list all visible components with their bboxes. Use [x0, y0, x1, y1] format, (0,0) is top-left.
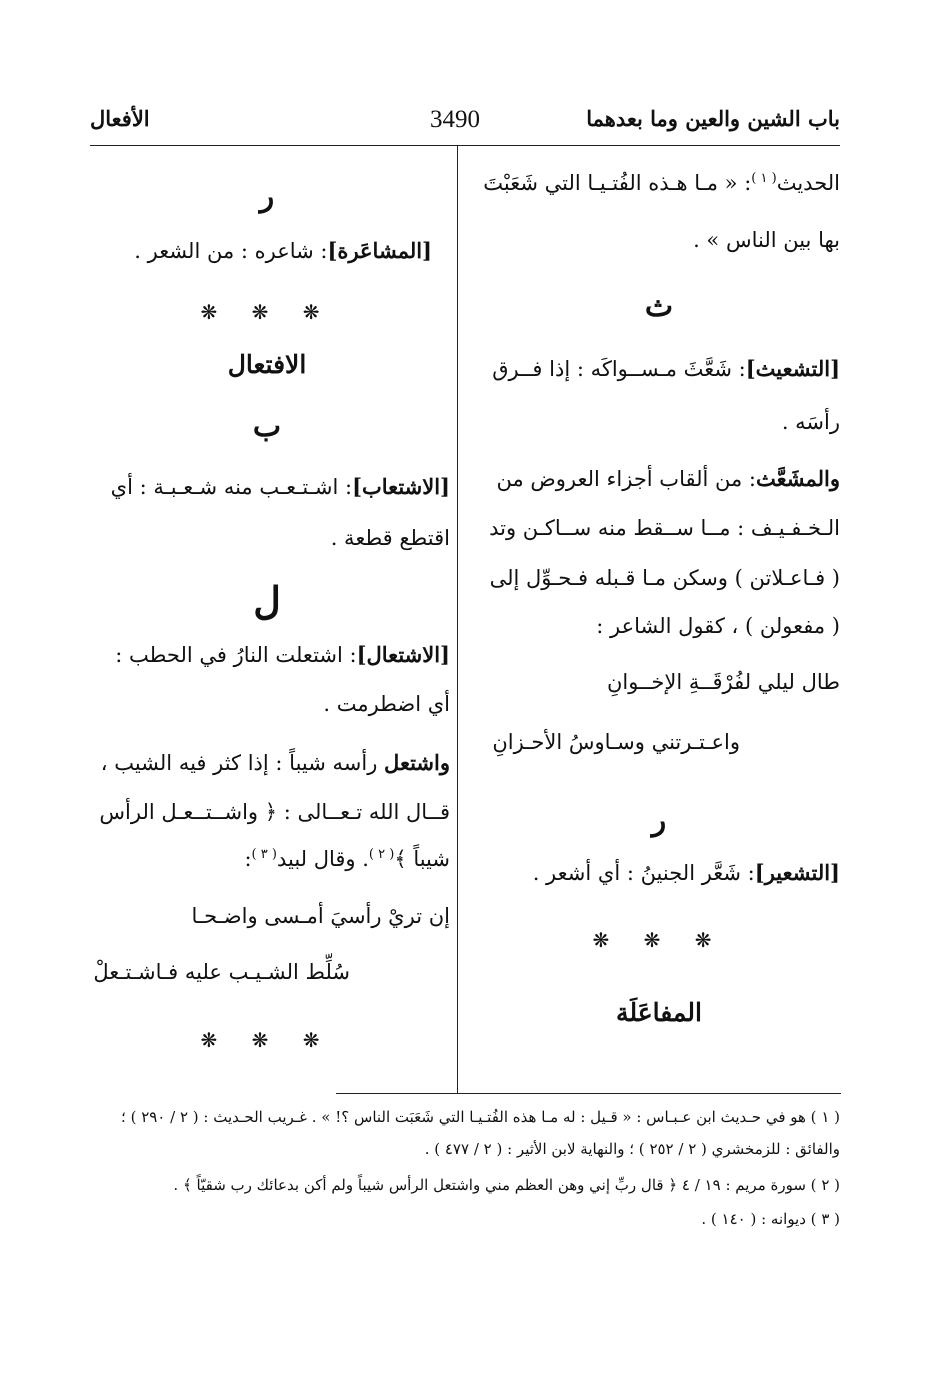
footnote-2: ( ٢ ) سورة مريم : ١٩ / ٤ ﴿ قال ربِّ إني وهن العظم مني واشتعل الرأس شيباً ولم أكن بدعائك رب شقيّاً ﴾ . — [173, 1176, 840, 1194]
left-line-1 — [134, 240, 432, 262]
letter-heading-ba: ب — [252, 409, 282, 444]
headword-mushaath: والمشَعَّث — [756, 466, 840, 491]
footnote-ref-2[interactable]: ( ٢ ) — [368, 847, 395, 862]
footnote-ref-3[interactable]: ( ٣ ) — [251, 847, 277, 862]
letter-heading-ra: ر — [651, 803, 667, 838]
headword-ishtaala: واشتعل — [384, 750, 450, 775]
headword-ishtial: [الاشتعال] — [356, 642, 450, 667]
left-l1-text: : شاعره : من الشعر . — [134, 239, 328, 263]
right-l9-text: : شَعَّر الجنينُ : أي أشعر . — [532, 861, 755, 885]
footnote-3: ( ٣ ) ديوانه : ( ١٤٠ ) . — [701, 1210, 840, 1228]
left-l6-text: رأسه شيباً : إذا كثر فيه الشيب ، — [100, 751, 378, 775]
footnote-ref-1[interactable]: ( ١ ) — [751, 171, 777, 186]
left-line-5: أي اضطرمت . — [323, 692, 450, 716]
left-line-3: اقتطع قطعة . — [330, 526, 450, 550]
letter-heading-tha: ث — [644, 289, 674, 324]
section-heading-iftial: الافتعال — [227, 350, 307, 379]
right-l5-text: : من ألقاب أجزاء العروض من — [496, 467, 756, 491]
verse-line-2: واعـتـرتني وسـاوسُ الأحـزانِ — [492, 730, 740, 754]
header-rule — [90, 145, 840, 146]
right-line-6: الـخـفـيـف : مــا ســقط منه ســاكـن وتد — [489, 516, 840, 540]
verse-line-2: سُلِّط الشـيـب عليه فـاشـتـعلْ — [93, 960, 350, 984]
headword-tashith: [التشعيث] — [745, 356, 840, 381]
headword-ishtiab: [الاشتعاب] — [352, 474, 450, 499]
verse-line-1: طال ليلي لفُرْقَــةِ الإخــوانِ — [607, 670, 840, 694]
right-l1-word: الحديث — [776, 171, 840, 195]
letter-heading-lam: ل — [253, 578, 281, 623]
column-divider — [457, 145, 458, 1093]
right-line-1 — [483, 172, 840, 194]
left-line-6 — [101, 752, 450, 774]
headword-mushaara: [المشاعَرة] — [327, 238, 432, 263]
footnote-1-line-1: ( ١ ) هو في حـديث ابن عـبـاس : « قـيل : له مـا هذه الفُتـيـا التي شَعَبَت الناس ؟! » . غـريب الحـديث : ( ٢ / ٢٩٠ ) ؛ — [121, 1108, 840, 1126]
right-line-3 — [492, 358, 840, 380]
right-line-4: رأسَه . — [781, 410, 840, 434]
right-l1-text: : « مـا هـذه الفُتـيـا التي شَعَبْتَ — [483, 171, 752, 195]
section-separator: ❋ ❋ ❋ — [592, 928, 726, 952]
headword-tashir: [التشعير] — [754, 860, 840, 885]
letter-heading-ra: ر — [259, 179, 275, 214]
right-line-9 — [533, 862, 840, 884]
footnote-rule — [336, 1093, 841, 1094]
right-line-2: بها بين الناس » . — [693, 228, 840, 252]
running-header-chapter: باب الشين والعين وما بعدهما — [586, 106, 840, 131]
verse-line-1: إن تريْ رأسيَ أمـسى واضـحـا — [191, 904, 450, 928]
left-line-8 — [244, 848, 450, 870]
left-line-4 — [115, 644, 450, 666]
left-l4-text: : اشتعلت النارُ في الحطب : — [115, 643, 357, 667]
page-number: 3490 — [430, 106, 480, 133]
right-l3-text: : شَعَّثَ مـســواكَه : إذا فــرق — [492, 357, 746, 381]
section-heading-mufaala: المفاعَلَة — [616, 998, 702, 1027]
footnote-1-line-2: والفائق : للزمخشري ( ٢ / ٢٥٢ ) ؛ والنهاية لابن الأثير : ( ٢ / ٤٧٧ ) . — [424, 1140, 840, 1158]
left-l8-colon: : — [244, 847, 252, 871]
section-separator: ❋ ❋ ❋ — [200, 1028, 334, 1052]
right-line-8: ( مفعولن ) ، كقول الشاعر : — [596, 614, 840, 638]
left-l2-text: : اشـتـعـب منه شـعـبـة : أي — [110, 475, 353, 499]
left-line-7: قــال الله تـعــالى : ﴿ واشــتــعـل الرأس — [99, 800, 450, 824]
right-line-5 — [496, 468, 840, 490]
running-header-section: الأفعال — [90, 106, 150, 131]
section-separator: ❋ ❋ ❋ — [200, 300, 334, 324]
right-line-7: ( فـاعـلاتن ) وسكن مـا قـبله فـحـوِّل إلى — [489, 566, 840, 590]
left-line-2 — [111, 476, 450, 498]
quran-quote-end: شيباً ﴾ — [394, 847, 450, 871]
left-l8-text: . وقال لبيد — [276, 847, 369, 871]
